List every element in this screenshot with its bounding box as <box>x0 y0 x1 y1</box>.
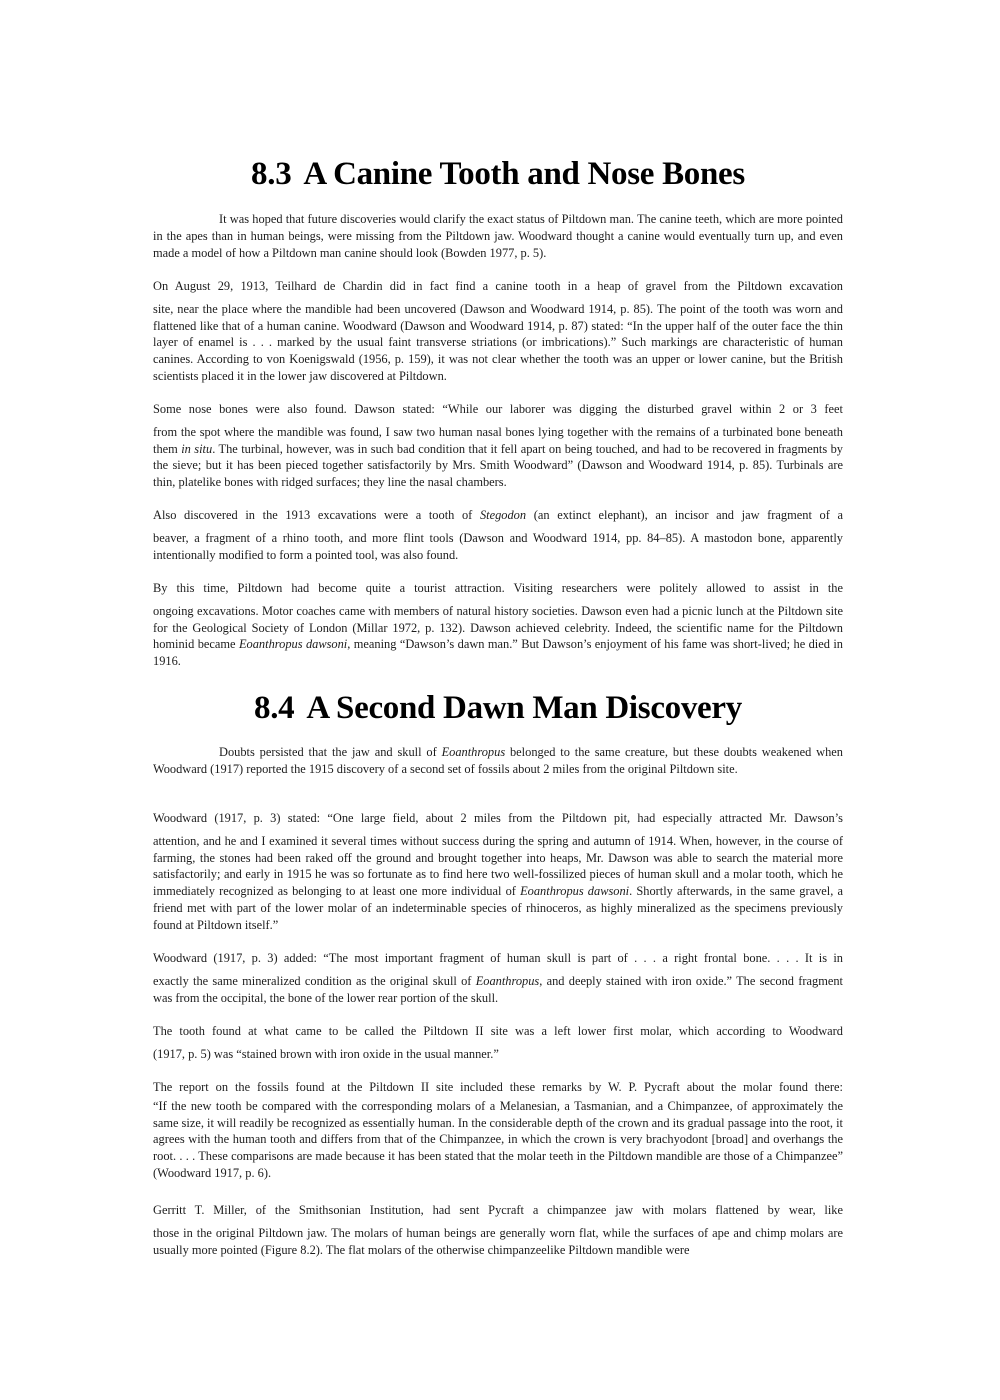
paragraph <box>153 744 843 778</box>
paragraph-text: attention, and he and I examined it several times without success during the spring and autumn of 1914. When, however, in the course of farming, the stones had been raked off the ground and brought together into heaps, Mr. Dawson was able to search the material more satisfactorily; and early in 1915 he was so fortunate as to find here two well-fossilized pieces of human skull and a molar tooth, which he immediately recognized as belonging to at least one more individual of <box>153 833 843 899</box>
paragraph-text: , and deeply stained with iron oxide.” The second fragment was from the occipital, the bone of the lower rear portion of the skull. <box>153 973 843 1005</box>
paragraph <box>153 401 843 491</box>
paragraph-text: Doubts persisted that the jaw and skull of <box>219 745 442 759</box>
paragraph-text: from the spot where the mandible was found, I saw two human nasal bones lying together with the remains of a turbinated bone beneath them <box>153 424 843 456</box>
paragraph <box>153 1079 843 1182</box>
italic-term: Eoanthropus <box>475 973 540 988</box>
paragraph-first-line: On August 29, 1913, Teilhard de Chardin did in fact find a canine tooth in a heap of gravel from the Piltdown excavation <box>153 279 843 293</box>
paragraph <box>153 1023 843 1063</box>
paragraph-text: (1917, p. 5) was “stained brown with iron oxide in the usual manner.” <box>153 1046 499 1061</box>
section-heading-8-4 <box>153 688 843 728</box>
paragraph-text: , meaning “Dawson’s dawn man.” But Dawson’s enjoyment of his fame was short-lived; he died in 1916. <box>153 637 843 669</box>
paragraph <box>153 278 843 385</box>
section-heading-8-3 <box>153 154 843 194</box>
paragraph <box>153 950 843 1006</box>
italic-term: Eoanthropus dawsoni <box>520 884 630 899</box>
italic-term: Stegodon <box>479 508 527 522</box>
text: (an extinct elephant), an incisor and jaw fragment of a <box>526 508 844 522</box>
paragraph-text: those in the original Piltdown jaw. The molars of human beings are generally worn flat, while the surfaces of ape and chimp molars are usually more pointed (Figure 8.2). The flat molars of the otherwise chimpanzeelike Piltdown mandible were <box>153 1225 843 1257</box>
paragraph-text: belonged to the same creature, but these doubts weakened when Woodward (1917) reported the 1915 discovery of a second set of fossils about 2 miles from the original Piltdown site. <box>153 745 843 776</box>
paragraph-text: . Shortly afterwards, in the same gravel, a friend met with part of the lower molar of an indeterminable species of rhinoceros, as highly mineralized as the specimens previously found at Piltdown itself.” <box>153 884 843 932</box>
section-title: A Canine Tooth and Nose Bones <box>303 156 745 192</box>
paragraph <box>153 810 843 934</box>
italic-term: Eoanthropus <box>441 745 506 759</box>
paragraph-text: exactly the same mineralized condition as the original skull of <box>153 973 476 988</box>
paragraph-text: beaver, a fragment of a rhino tooth, and more flint tools (Dawson and Woodward 1914, pp. 84–85). A mastodon bone, apparently intentionally modified to form a pointed tool, was also found. <box>153 530 843 562</box>
paragraph <box>153 1202 843 1258</box>
paragraph-text: site, near the place where the mandible had been uncovered (Dawson and Woodward 1914, p. 85). The point of the tooth was worn and flattened like that of a human canine. Woodward (Dawson and Woodward 1914, p. 87) stated: “In the upper half of the outer face the thin layer of enamel is . . . marked by the usual faint transverse striations (or imbrications).” Such markings are characteristic of human canines. According to von Koenigswald (1956, p. 159), it was not clear whether the tooth was an upper or lower canine, but the British scientists placed it in the lower jaw discovered at Piltdown. <box>153 301 843 383</box>
paragraph-text: It was hoped that future discoveries would clarify the exact status of Piltdown man. The canine teeth, which are more pointed in the apes than in human beings, were missing from the Piltdown jaw. Woodward thought a canine would eventually turn up, and even made a model of how a Piltdown man canine should look (Bowden 1977, p. 5). <box>153 212 843 260</box>
paragraph <box>153 211 843 261</box>
paragraph-first-line <box>153 507 843 524</box>
paragraph-first-line: Some nose bones were also found. Dawson stated: “While our laborer was digging the disturbed gravel within 2 or 3 feet <box>153 402 843 416</box>
italic-term: Eoanthropus dawsoni <box>238 637 348 652</box>
paragraph-first-line: By this time, Piltdown had become quite a tourist attraction. Visiting researchers were politely allowed to assist in the <box>153 581 843 595</box>
paragraph-first-line: The report on the fossils found at the Piltdown II site included these remarks by W. P. Pycraft about the molar found there: <box>153 1080 843 1094</box>
paragraph-first-line: Woodward (1917, p. 3) added: “The most important fragment of human skull is part of . . . a right frontal bone. . . . It is in <box>153 951 843 965</box>
paragraph-text: . The turbinal, however, was in such bad condition that it fell apart on being touched, and had to be recovered in fragments by the sieve; but it has been pieced together satisfactorily by Mrs. Smith Woodward” (Dawson and Woodward 1914, p. 85). Turbinals are thin, platelike bones with ridged surfaces; they line the nasal chambers. <box>153 441 844 490</box>
text: Also discovered in the 1913 excavations were a tooth of <box>153 508 480 522</box>
section-number: 8.4 <box>254 690 295 726</box>
paragraph-first-line: Woodward (1917, p. 3) stated: “One large field, about 2 miles from the Piltdown pit, had especially attracted Mr. Dawson’s <box>153 811 843 825</box>
paragraph-text: ongoing excavations. Motor coaches came with members of natural history societies. Dawson even had a picnic lunch at the Piltdown site for the Geological Society of London (Millar 1972, p. 132). Dawson achieved celebrity. Indeed, the scientific name for the Piltdown hominid became <box>153 603 843 652</box>
paragraph <box>153 507 843 563</box>
paragraph-first-line: The tooth found at what came to be called the Piltdown II site was a left lower first molar, which according to Woodward <box>153 1024 843 1038</box>
paragraph-text: “If the new tooth be compared with the corresponding molars of a Melanesian, a Tasmanian, and a Chimpanzee, of approximately the same size, it will readily be recognized as essentially human. In the considerable depth of the crown and its gradual passage into the root, it agrees with the human tooth and differs from that of the Chimpanzee, in which the crown is very brachyodont [broad] and overhangs the root. . . . These comparisons are made because it has been stated that the molar teeth in the Piltdown mandible are those of a Chimpanzee” (Woodward 1917, p. 6). <box>153 1098 843 1180</box>
section-title: A Second Dawn Man Discovery <box>306 690 742 726</box>
paragraph-first-line: Gerritt T. Miller, of the Smithsonian Institution, had sent Pycraft a chimpanzee jaw with molars flattened by wear, like <box>153 1203 843 1217</box>
section-number: 8.3 <box>251 156 292 192</box>
italic-term: in situ <box>181 441 213 456</box>
paragraph <box>153 580 843 670</box>
